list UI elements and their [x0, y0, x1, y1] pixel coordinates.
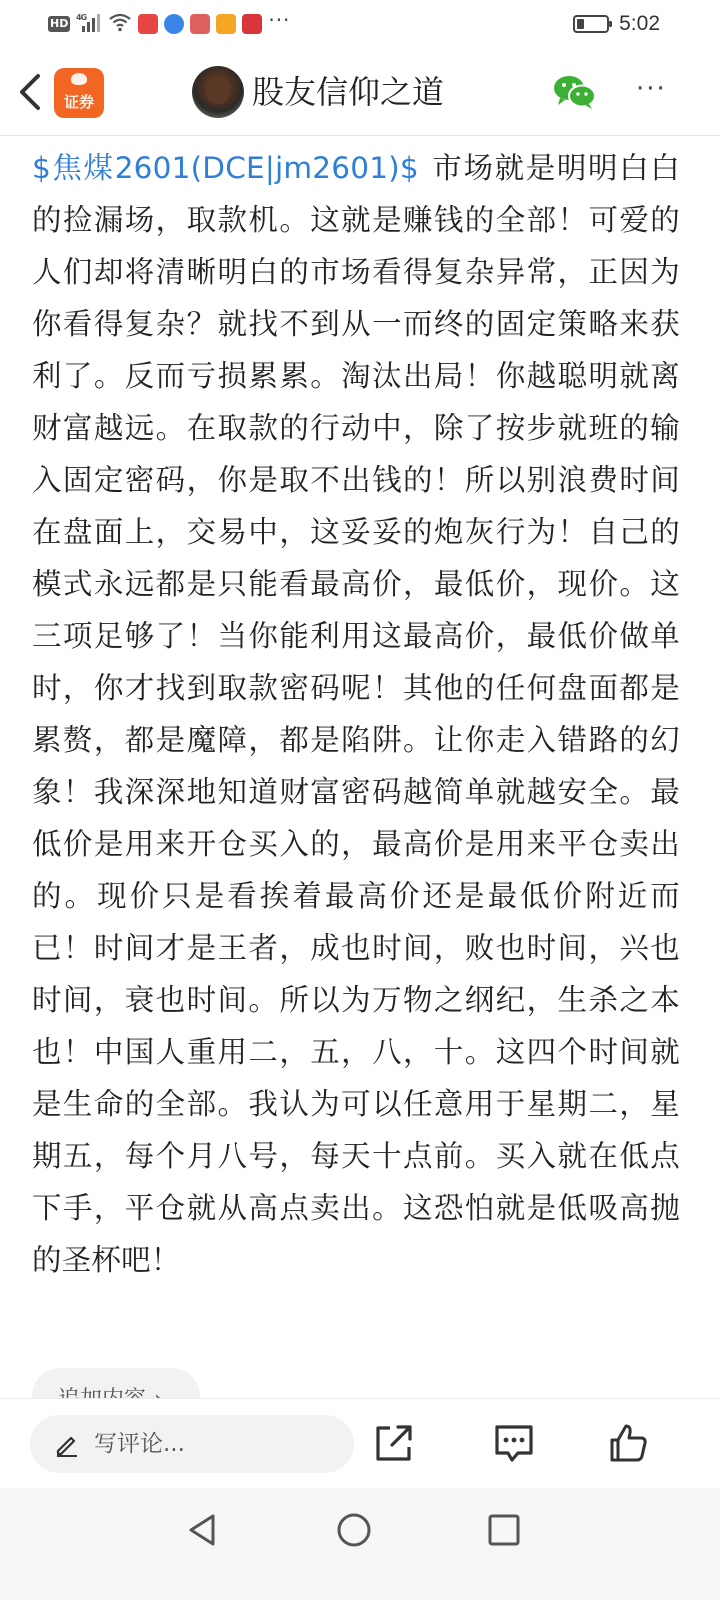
wechat-icon: [552, 74, 598, 110]
system-navigation-bar: [0, 1488, 720, 1600]
app-logo: [54, 68, 104, 118]
triangle-back-icon: [182, 1510, 222, 1550]
page-title[interactable]: 股友信仰之道: [252, 73, 445, 111]
pencil-icon: [54, 1431, 80, 1457]
status-right: [573, 10, 660, 38]
wifi-icon: [108, 12, 132, 36]
stock-tag-link[interactable]: $焦煤2601(DCE|jm2601)$: [32, 151, 419, 185]
video-notification-icon: [216, 14, 236, 34]
battery-icon: [573, 15, 609, 33]
like-button[interactable]: [606, 1421, 650, 1465]
wechat-share-button[interactable]: [552, 74, 598, 110]
signal-icon: [76, 12, 102, 36]
more-options-button[interactable]: ···: [636, 74, 667, 104]
browser-notification-icon: [164, 14, 184, 34]
reader-notification-icon: [242, 14, 262, 34]
app-logo-text: 证券: [63, 93, 94, 111]
hd-badge: HD: [50, 17, 69, 30]
app-notification-icon: [138, 14, 158, 34]
bottom-action-bar: [0, 1398, 720, 1488]
nav-back-button[interactable]: [182, 1510, 222, 1550]
chevron-left-icon: [14, 70, 54, 114]
share-button[interactable]: [372, 1421, 416, 1465]
more-notifications-icon: ···: [268, 8, 291, 32]
avatar-face: [206, 76, 230, 104]
status-bar: [0, 0, 720, 48]
logo-mark-icon: [71, 73, 87, 85]
status-time: 5:02: [619, 12, 660, 35]
gift-notification-icon: [190, 14, 210, 34]
thumbs-up-icon: [606, 1421, 650, 1465]
signal-text: 4G: [76, 13, 87, 22]
nav-home-button[interactable]: [334, 1510, 374, 1550]
back-button[interactable]: [14, 70, 54, 114]
battery-fill: [577, 19, 584, 29]
top-header: [0, 48, 720, 136]
nav-recents-button[interactable]: [484, 1510, 524, 1550]
share-icon: [372, 1421, 416, 1465]
circle-home-icon: [334, 1510, 374, 1550]
post-content: [32, 142, 680, 1286]
post-body: 市场就是明明白白的捡漏场，取款机。这就是赚钱的全部！可爱的人们却将清晰明白的市场看得复杂异常，正因为你看得复杂？就找不到从一而终的固定策略来获利了。反而亏损累累。淘汰出局！你越聪明就离财富越远。在取款的行动中，除了按步就班的输入固定密码，你是取不出钱的！所以别浪费时间在盘面上，交易中，这妥妥的炮灰行为！自己的模式永远都是只能看最高价，最低价，现价。这三项足够了！当你能利用这最高价，最低价做单时，你才找到取款密码呢！其他的任何盘面都是累赘，都是魔障，都是陷阱。让你走入错路的幻象！我深深地知道财富密码越简单就越安全。最低价是用来开仓买入的，最高价是用来平仓卖出的。现价只是看挨着最高价还是最低价附近而已！时间才是王者，成也时间，败也时间，兴也时间，衰也时间。所以为万物之纲纪，生杀之本也！中国人重用二，五，八，十。这四个时间就是生命的全部。我认为可以任意用于星期二，星期五，每个月八号，每天十点前。买入就在低点下手，平仓就从高点卖出。这恐怕就是低吸高抛的圣杯吧！: [32, 151, 680, 1277]
comments-button[interactable]: [492, 1421, 536, 1465]
status-left-icons: [48, 10, 290, 38]
square-recents-icon: [484, 1510, 524, 1550]
comment-icon: [492, 1421, 536, 1465]
avatar[interactable]: [192, 66, 244, 118]
comment-placeholder: 写评论...: [94, 1431, 185, 1457]
comment-input[interactable]: [30, 1415, 354, 1473]
